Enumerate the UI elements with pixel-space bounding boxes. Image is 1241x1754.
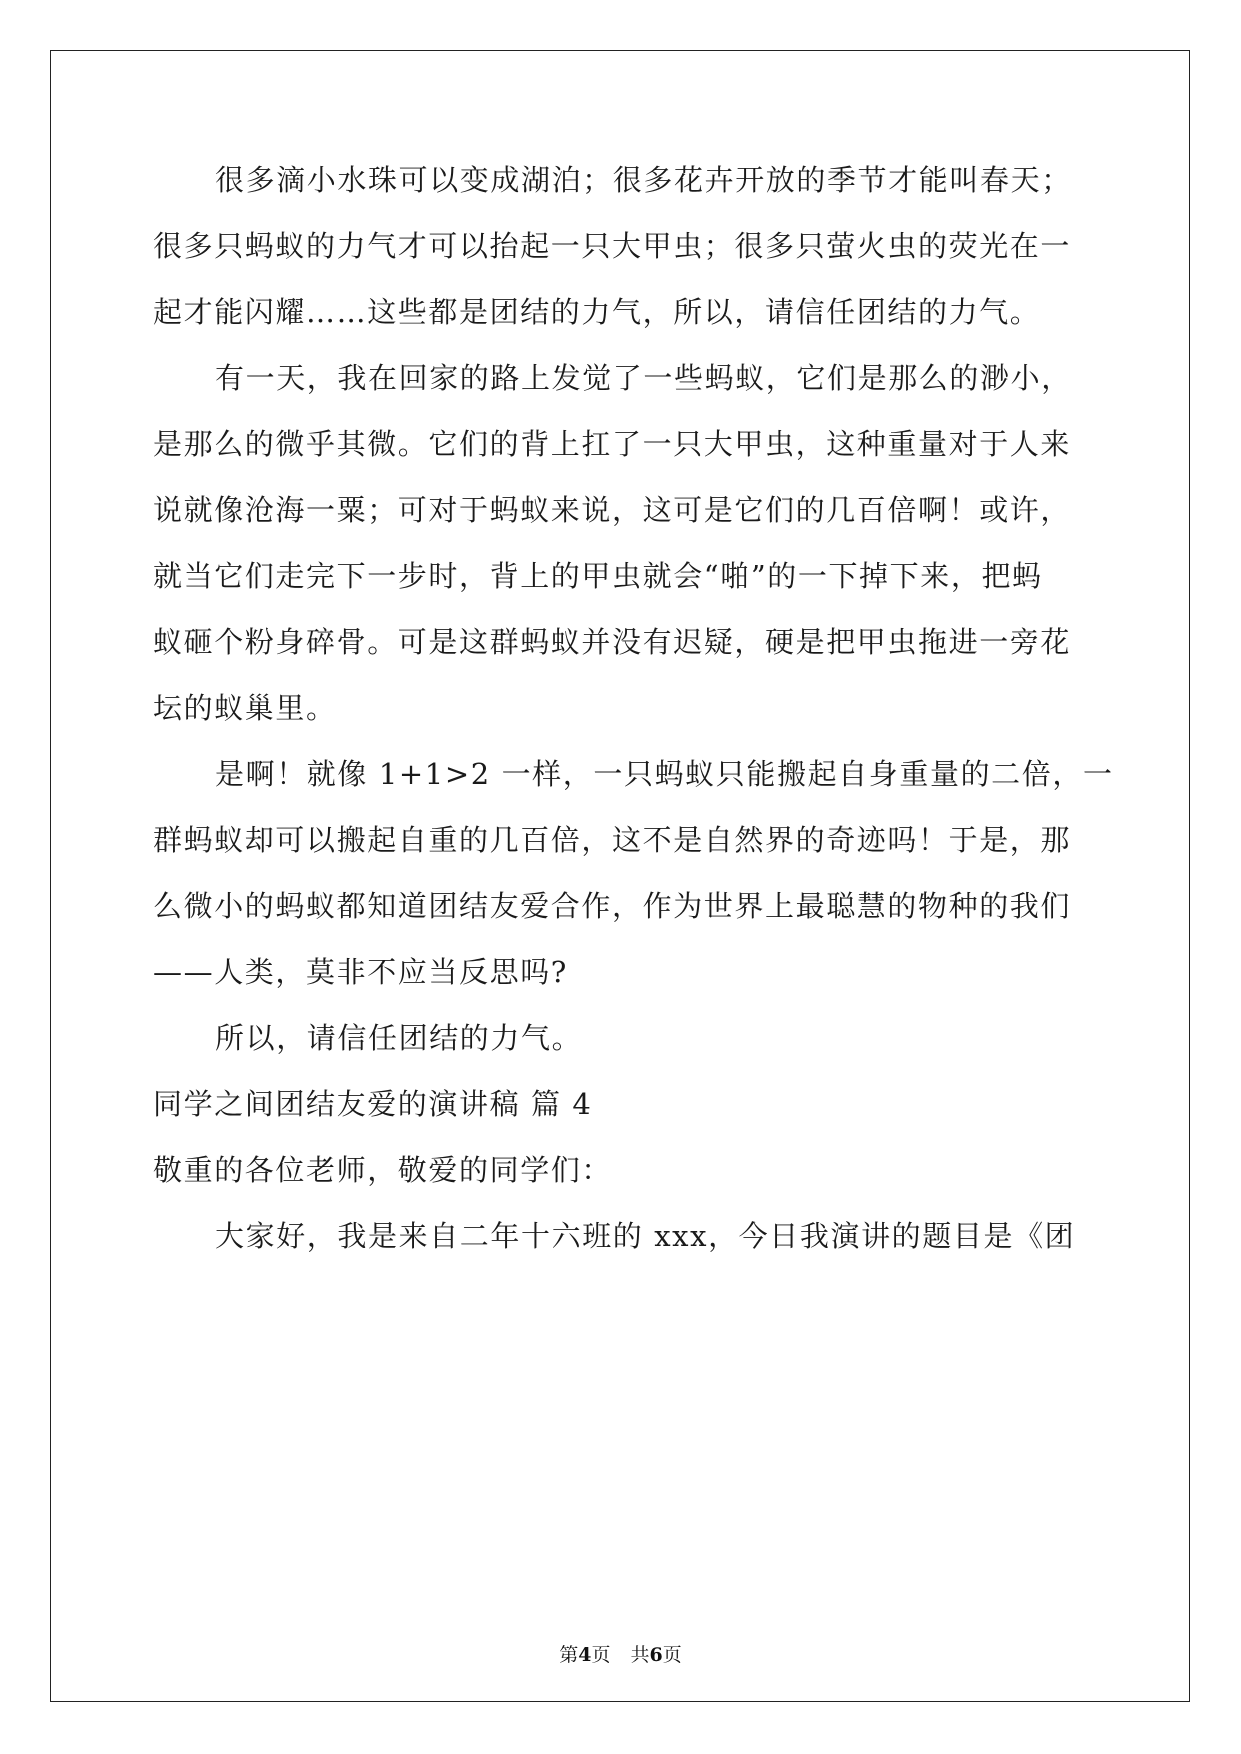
text-line: 所以，请信任团结的力气。	[215, 1021, 583, 1055]
text-line: 是啊！就像 1+1>2 一样，一只蚂蚁只能搬起自身重量的二倍，一	[215, 757, 1114, 791]
text-line: 很多只蚂蚁的力气才可以抬起一只大甲虫；很多只萤火虫的荧光在一	[153, 229, 1072, 263]
text-line: 有一天，我在回家的路上发觉了一些蚂蚁，它们是那么的渺小，	[215, 361, 1072, 395]
text-line: 蚁砸个粉身碎骨。可是这群蚂蚁并没有迟疑，硬是把甲虫拖进一旁花	[153, 625, 1072, 659]
text-line: 群蚂蚁却可以搬起自重的几百倍，这不是自然界的奇迹吗！于是，那	[153, 823, 1072, 857]
text-line: 起才能闪耀……这些都是团结的力气，所以，请信任团结的力气。	[153, 295, 1041, 329]
document-body	[153, 160, 1114, 1282]
footer-total-suffix: 页	[662, 1644, 682, 1666]
text-line: 坛的蚁巢里。	[153, 691, 337, 725]
page-footer	[0, 1640, 1241, 1667]
footer-total-prefix: 共	[630, 1644, 650, 1666]
text-line: ——人类，莫非不应当反思吗?	[153, 955, 568, 989]
text-line: 是那么的微乎其微。它们的背上扛了一只大甲虫，这种重量对于人来	[153, 427, 1072, 461]
page-number: 4	[578, 1644, 592, 1666]
footer-page-suffix: 页	[591, 1644, 611, 1666]
footer-prefix: 第	[559, 1644, 579, 1666]
text-line: 么微小的蚂蚁都知道团结友爱合作，作为世界上最聪慧的物种的我们	[153, 889, 1072, 923]
total-pages: 6	[649, 1644, 663, 1666]
text-line: 说就像沧海一粟；可对于蚂蚁来说，这可是它们的几百倍啊！或许，	[153, 493, 1072, 527]
section-heading: 同学之间团结友爱的演讲稿 篇 4	[153, 1087, 593, 1121]
text-line: 就当它们走完下一步时，背上的甲虫就会“啪”的一下掉下来，把蚂	[153, 559, 1043, 593]
text-line: 很多滴小水珠可以变成湖泊；很多花卉开放的季节才能叫春天；	[215, 163, 1072, 197]
salutation: 敬重的各位老师，敬爱的同学们：	[153, 1153, 613, 1187]
text-line: 大家好，我是来自二年十六班的 xxx，今日我演讲的题目是《团	[215, 1219, 1076, 1253]
